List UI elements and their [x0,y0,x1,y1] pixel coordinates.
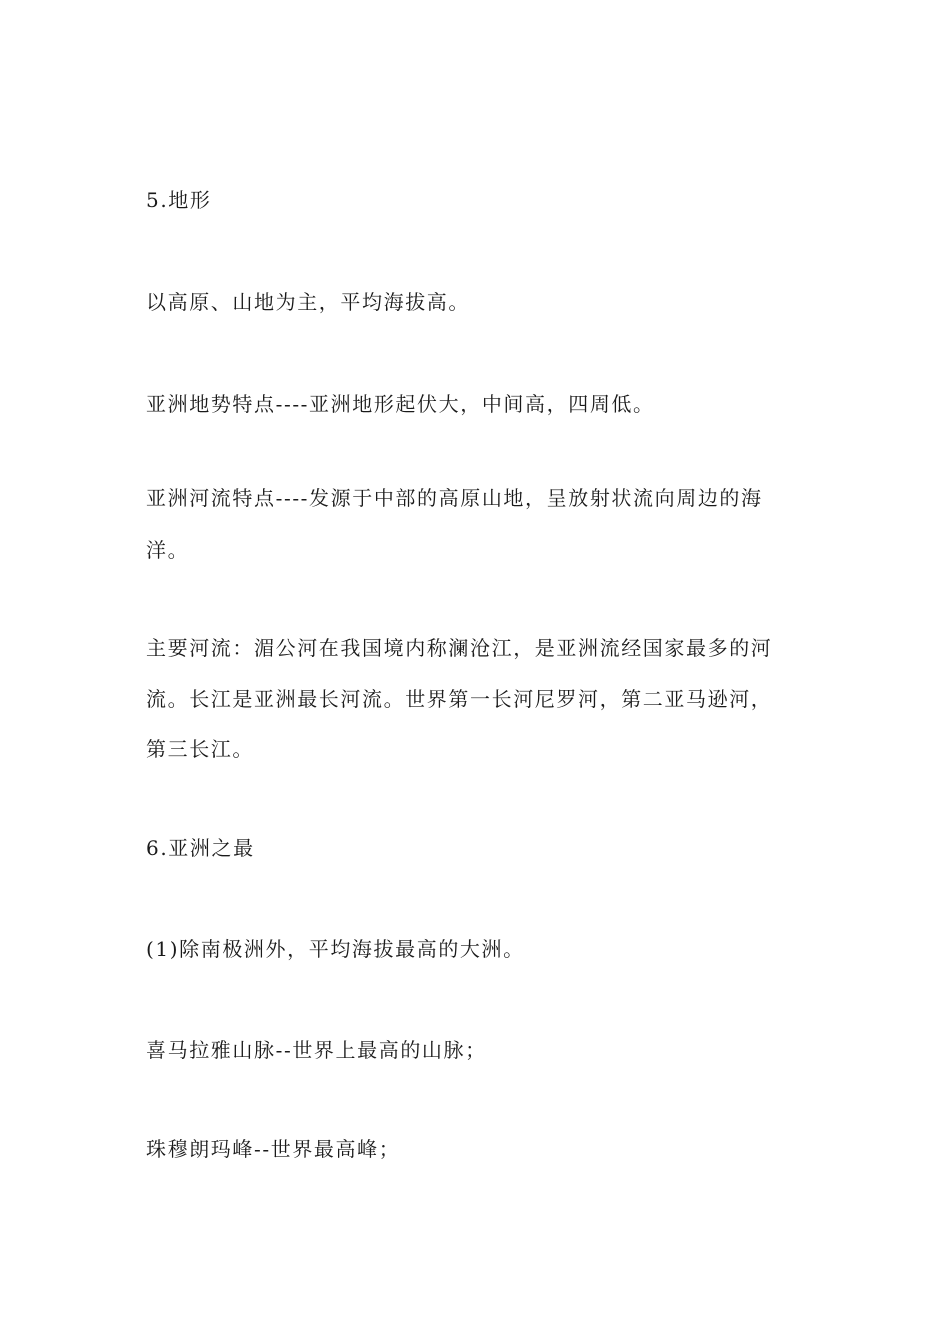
paragraph-main-rivers-line3: 第三长江。 [146,737,254,761]
paragraph-highest-continent: (1)除南极洲外，平均海拔最高的大洲。 [146,937,525,961]
paragraph-everest: 珠穆朗玛峰--世界最高峰； [146,1137,401,1161]
paragraph-himalayas: 喜马拉雅山脉--世界上最高的山脉； [146,1038,487,1062]
paragraph-river-features-line1: 亚洲河流特点----发源于中部的高原山地，呈放射状流向周边的海 [146,486,763,510]
paragraph-terrain-main: 以高原、山地为主，平均海拔高。 [146,290,470,314]
paragraph-terrain-features: 亚洲地势特点----亚洲地形起伏大，中间高，四周低。 [146,392,655,416]
paragraph-main-rivers-line2: 流。长江是亚洲最长河流。世界第一长河尼罗河，第二亚马逊河， [146,687,773,711]
paragraph-river-features-line2: 洋。 [146,538,190,562]
paragraph-main-rivers-line1: 主要河流：湄公河在我国境内称澜沧江，是亚洲流经国家最多的河 [146,636,773,660]
section-heading-asia-records: 6.亚洲之最 [146,836,255,860]
section-heading-terrain: 5.地形 [146,188,212,212]
